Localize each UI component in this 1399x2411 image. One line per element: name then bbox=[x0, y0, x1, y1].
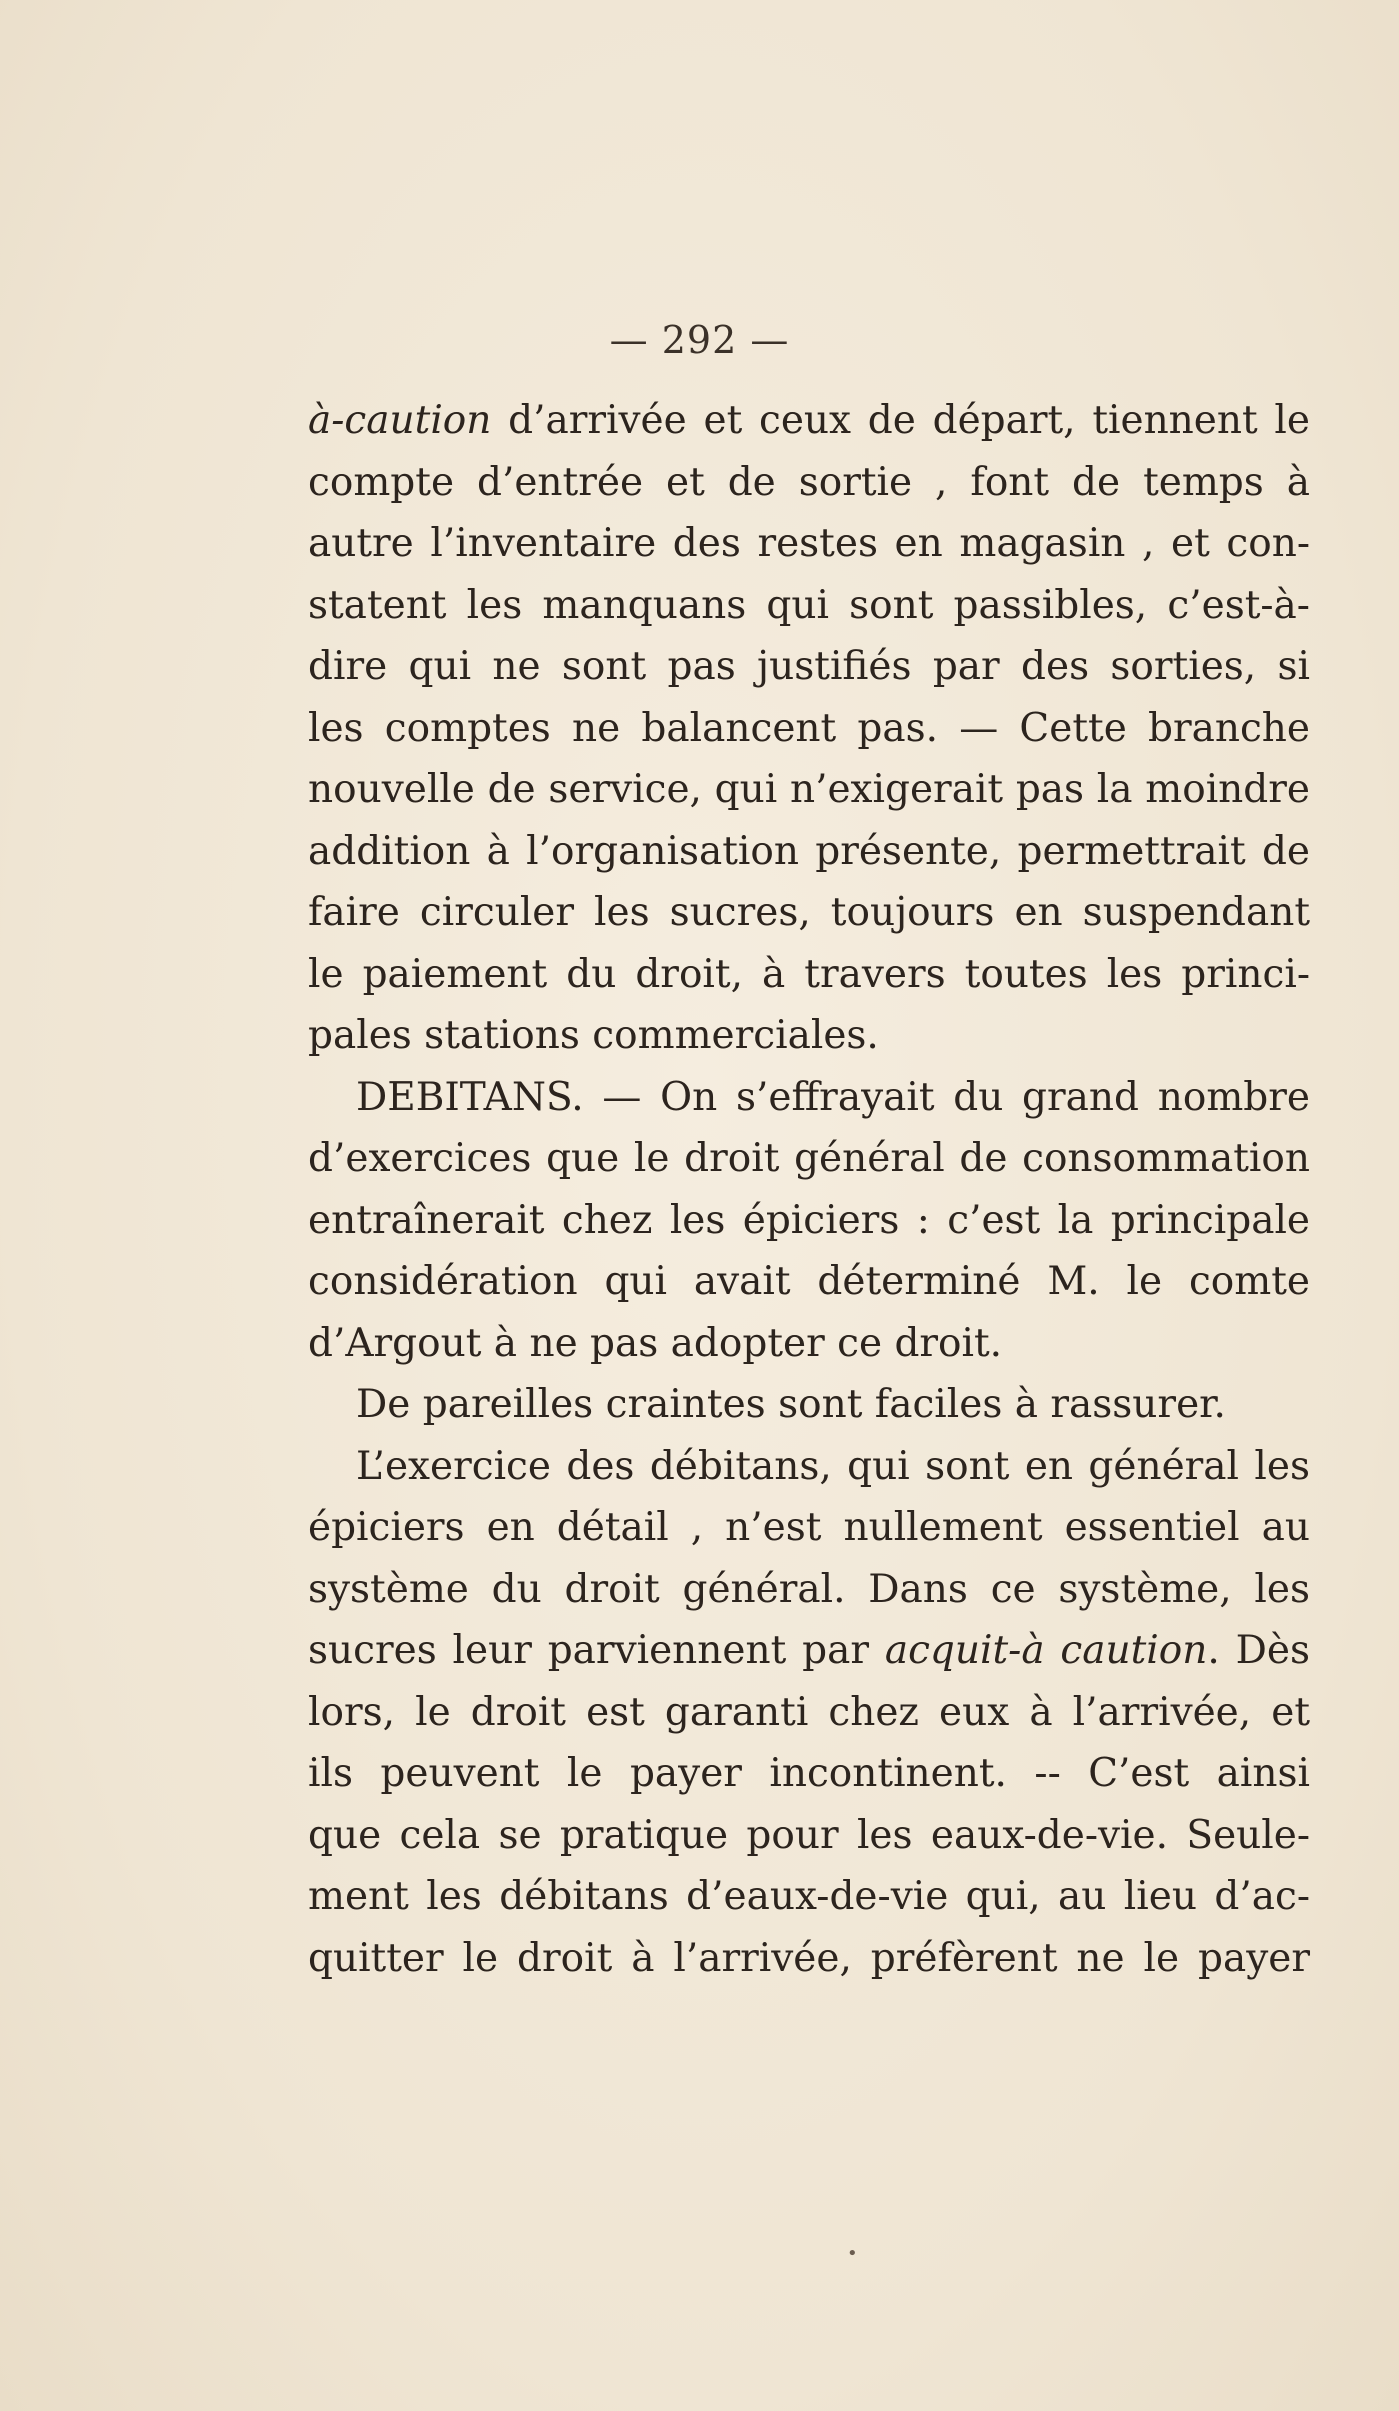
text-line bbox=[308, 821, 1310, 883]
text-run: dire qui ne sont pas justifiés par des sorties, si bbox=[308, 644, 1310, 689]
text-run: sucres leur parviennent par bbox=[308, 1628, 885, 1673]
text-line bbox=[308, 882, 1310, 944]
text-line bbox=[308, 1128, 1310, 1190]
text-run: d’Argout à ne pas adopter ce droit. bbox=[308, 1320, 1003, 1366]
text-line bbox=[308, 1743, 1310, 1805]
text-line bbox=[308, 636, 1310, 698]
text-run: quitter le droit à l’arrivée, préfèrent ne le payer bbox=[308, 1935, 1310, 1981]
text-run: que cela se pratique pour les eaux-de-vie. Seule- bbox=[308, 1812, 1310, 1858]
text-line bbox=[308, 1251, 1310, 1313]
text-line bbox=[308, 1559, 1310, 1621]
footer-mark: • bbox=[847, 2243, 858, 2264]
text-line bbox=[308, 1067, 1310, 1129]
text-run: DEBITANS. — On s’effrayait du grand nombre bbox=[356, 1074, 1310, 1120]
text-run: d’exercices que le droit général de consommation bbox=[308, 1136, 1310, 1181]
text-run: épiciers en détail , n’est nullement essentiel au bbox=[308, 1505, 1310, 1550]
page-number: — 292 — bbox=[609, 318, 790, 362]
text-line bbox=[308, 513, 1310, 575]
text-line bbox=[308, 759, 1310, 821]
text-line bbox=[308, 1620, 1310, 1682]
text-run: d’arrivée et ceux de départ, tiennent le bbox=[491, 398, 1310, 443]
text-run: entraînerait chez les épiciers : c’est la principale bbox=[308, 1197, 1310, 1243]
text-run: ment les débitans d’eaux-de-vie qui, au lieu d’ac- bbox=[308, 1874, 1310, 1919]
text-line bbox=[308, 390, 1310, 452]
text-line bbox=[308, 1190, 1310, 1252]
text-run: à-caution bbox=[308, 398, 492, 443]
text-run: De pareilles craintes sont faciles à rassurer. bbox=[356, 1382, 1226, 1427]
text-run: pales stations commerciales. bbox=[308, 1013, 879, 1058]
text-run: système du droit général. Dans ce système, les bbox=[308, 1566, 1310, 1612]
text-line bbox=[308, 1374, 1310, 1436]
text-run: le paiement du droit, à travers toutes les princi- bbox=[308, 951, 1310, 997]
text-line bbox=[308, 1682, 1310, 1744]
text-run: considération qui avait déterminé M. le comte bbox=[308, 1259, 1310, 1304]
text-run: L’exercice des débitans, qui sont en général les bbox=[356, 1443, 1310, 1489]
text-line bbox=[308, 1313, 1310, 1375]
text-run: . Dès bbox=[1207, 1628, 1310, 1673]
text-line bbox=[308, 1866, 1310, 1928]
text-line bbox=[308, 698, 1310, 760]
text-line bbox=[308, 1436, 1310, 1498]
text-run: addition à l’organisation présente, permettrait de bbox=[308, 828, 1310, 874]
text-run: compte d’entrée et de sortie , font de temps à bbox=[308, 459, 1310, 505]
text-run: les comptes ne balancent pas. — Cette branche bbox=[308, 705, 1310, 751]
text-run: autre l’inventaire des restes en magasin , et con- bbox=[308, 521, 1310, 566]
text-run: nouvelle de service, qui n’exigerait pas la moindre bbox=[308, 767, 1310, 812]
text-line bbox=[308, 1005, 1310, 1067]
body-text bbox=[308, 390, 1310, 1989]
text-line bbox=[308, 1497, 1310, 1559]
text-run: ils peuvent le payer incontinent. -- C’est ainsi bbox=[308, 1751, 1310, 1796]
text-line bbox=[308, 944, 1310, 1006]
text-line bbox=[308, 452, 1310, 514]
text-line bbox=[308, 1928, 1310, 1990]
text-line bbox=[308, 575, 1310, 637]
text-run: acquit-à caution bbox=[884, 1628, 1208, 1673]
text-run: statent les manquans qui sont passibles, c’est-à- bbox=[308, 582, 1310, 628]
text-run: faire circuler les sucres, toujours en suspendant bbox=[308, 890, 1310, 935]
text-line bbox=[308, 1805, 1310, 1867]
text-run: lors, le droit est garanti chez eux à l’arrivée, et bbox=[308, 1689, 1310, 1735]
